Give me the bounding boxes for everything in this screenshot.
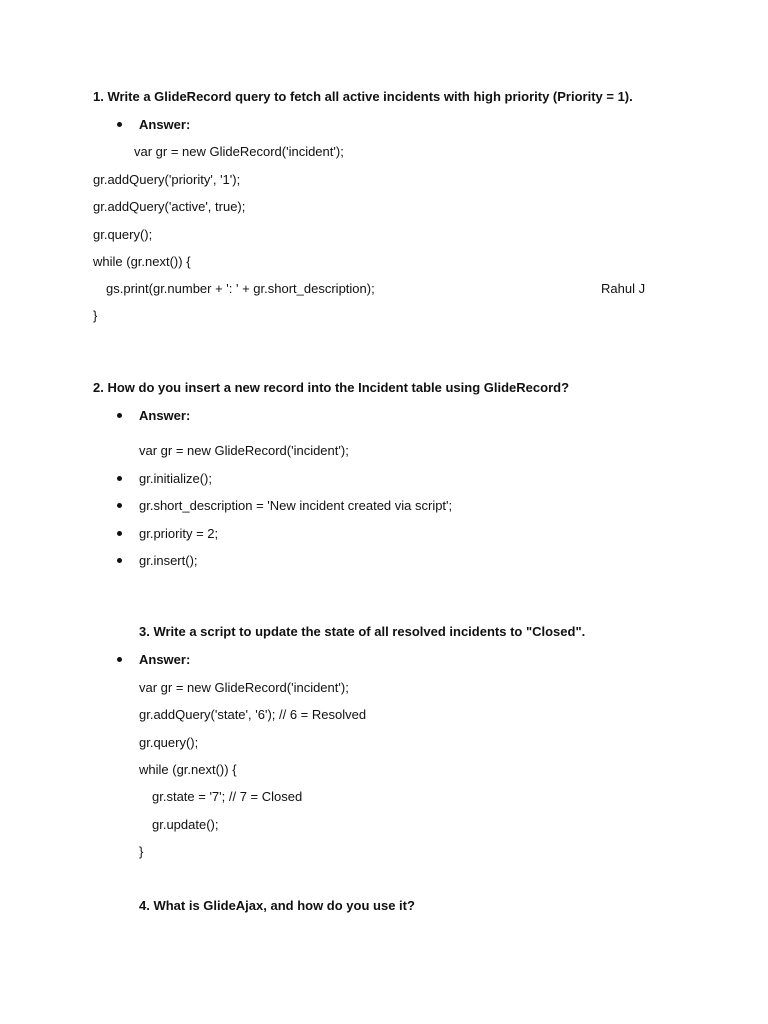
q3-code-line: gr.addQuery('state', '6'); // 6 = Resolved: [139, 707, 367, 722]
question-2-heading: 2. How do you insert a new record into the Incident table using GlideRecord?: [93, 380, 570, 395]
q1-code-line: }: [93, 308, 98, 323]
q3-code-line: gr.query();: [139, 735, 199, 750]
q3-code-line: }: [139, 844, 144, 859]
q2-code-line: gr.initialize();: [139, 471, 212, 486]
q2-answer-label: Answer:: [139, 408, 191, 423]
author-name: Rahul J: [601, 281, 646, 296]
q1-code-line: var gr = new GlideRecord('incident');: [134, 144, 344, 159]
q3-code-line: var gr = new GlideRecord('incident');: [139, 680, 349, 695]
question-1-heading: 1. Write a GlideRecord query to fetch all active incidents with high priority (Priority = 1).: [93, 89, 633, 104]
q1-code-line: while (gr.next()) {: [93, 254, 191, 269]
q2-code-line: gr.priority = 2;: [139, 526, 219, 541]
q1-code-line: gr.addQuery('active', true);: [93, 199, 246, 214]
bullet-marker: [117, 122, 122, 127]
q1-code-line: gr.query();: [93, 227, 153, 242]
question-4-heading: 4. What is GlideAjax, and how do you use it?: [139, 898, 415, 913]
q2-code-line: gr.short_description = 'New incident created via script';: [139, 498, 453, 513]
q3-code-line: gr.state = '7'; // 7 = Closed: [152, 789, 303, 804]
q2-code-line: gr.insert();: [139, 553, 198, 568]
bullet-marker: [117, 476, 122, 481]
bullet-marker: [117, 413, 122, 418]
bullet-marker: [117, 657, 122, 662]
q1-code-line: gr.addQuery('priority', '1');: [93, 172, 241, 187]
q3-answer-label: Answer:: [139, 652, 191, 667]
q3-code-line: while (gr.next()) {: [139, 762, 237, 777]
bullet-marker: [117, 503, 122, 508]
q2-code-line: var gr = new GlideRecord('incident');: [139, 443, 349, 458]
q1-answer-label: Answer:: [139, 117, 191, 132]
question-3-heading: 3. Write a script to update the state of all resolved incidents to "Closed".: [139, 624, 586, 639]
bullet-marker: [117, 531, 122, 536]
bullet-marker: [117, 558, 122, 563]
q3-code-line: gr.update();: [152, 817, 219, 832]
q1-code-line: gs.print(gr.number + ': ' + gr.short_description);: [106, 281, 375, 296]
